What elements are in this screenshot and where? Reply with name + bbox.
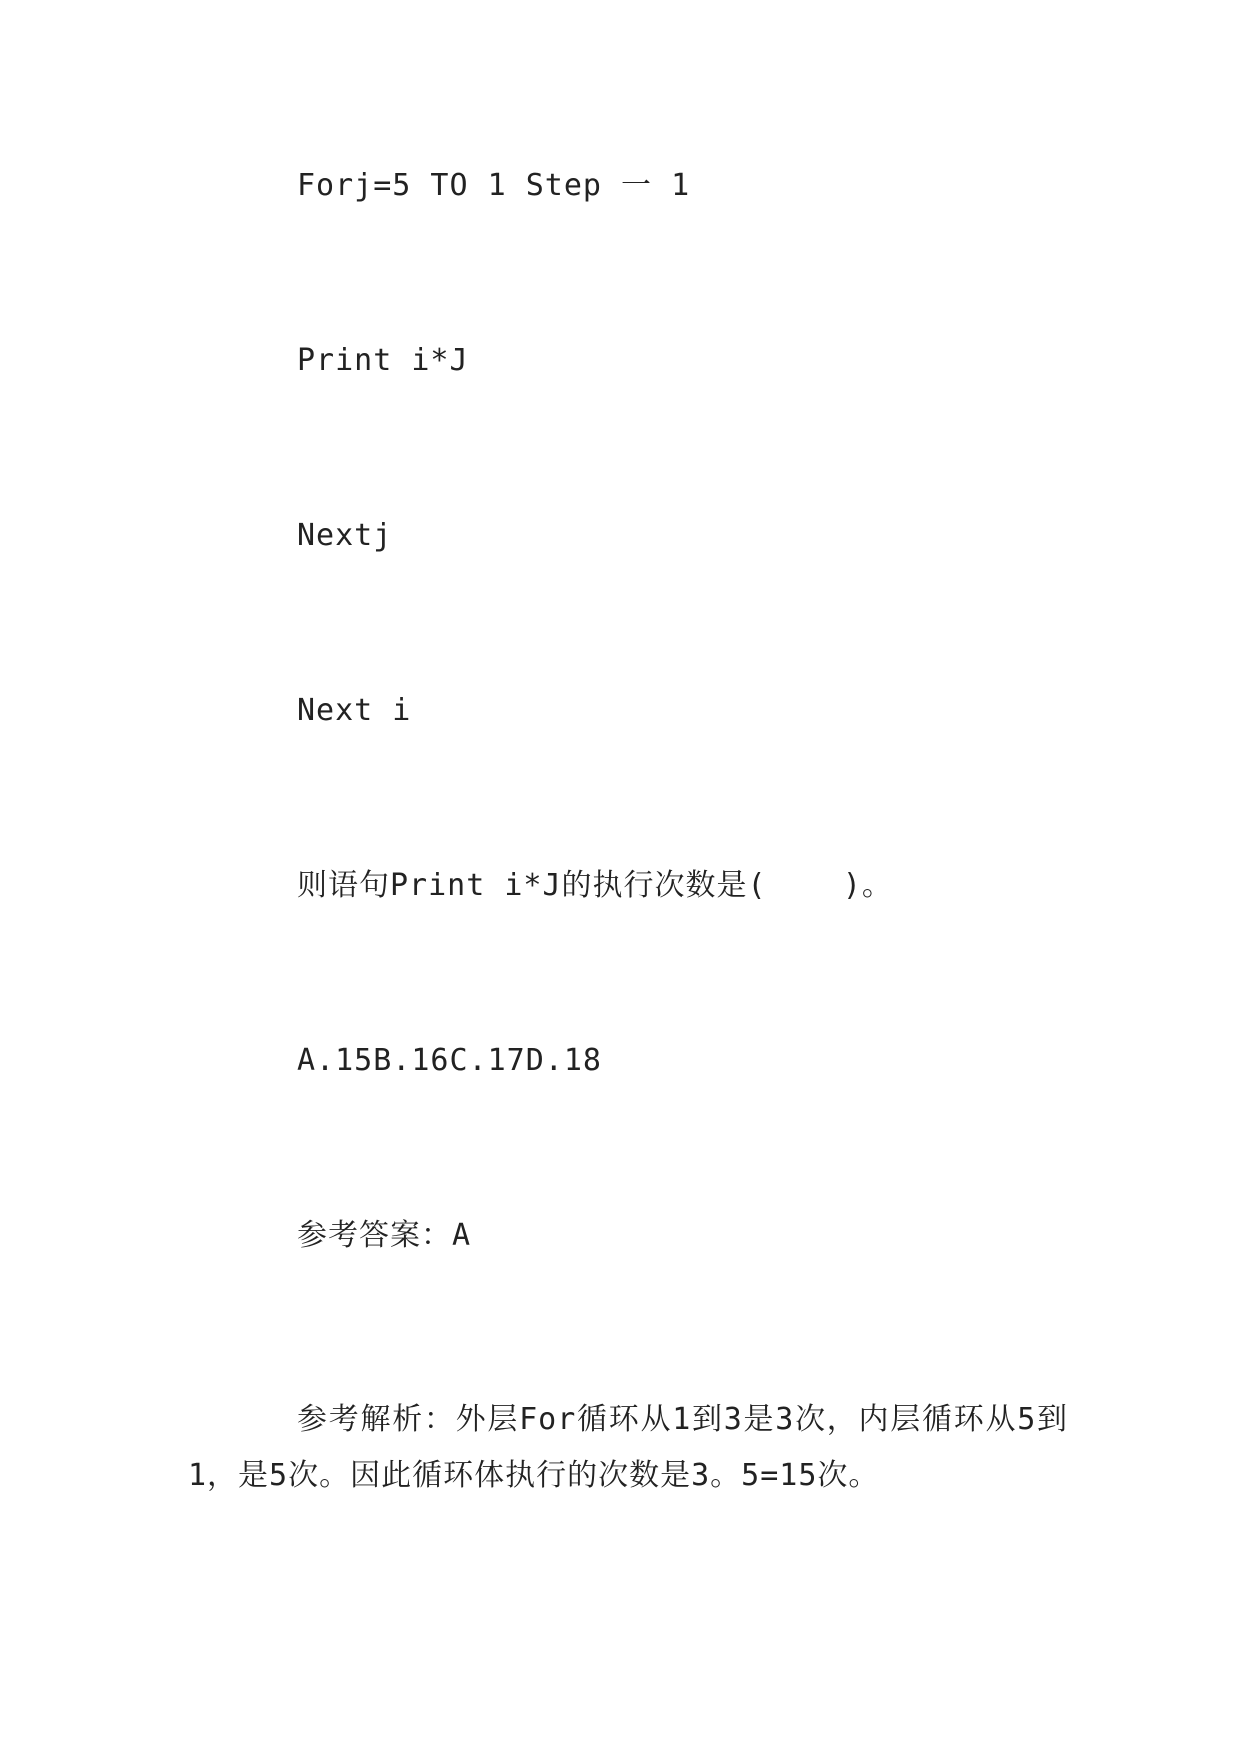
reference-answer: 参考答案：A <box>297 1218 472 1253</box>
answer-options: A.15B.16C.17D.18 <box>297 1043 602 1078</box>
code-line-for-j: Forj=5 TO 1 Step 一 1 <box>297 168 691 203</box>
code-line-next-j: Nextj <box>297 518 393 553</box>
reference-analysis: 参考解析：外层For循环从1到3是3次，内层循环从5到1，是5次。因此循环体执行的次数是3。5=15次。 <box>188 1402 1068 1493</box>
code-line-next-i: Next i <box>297 693 412 728</box>
code-line-print: Print i*J <box>297 343 469 378</box>
question-text: 则语句Print i*J的执行次数是( )。 <box>297 868 893 903</box>
